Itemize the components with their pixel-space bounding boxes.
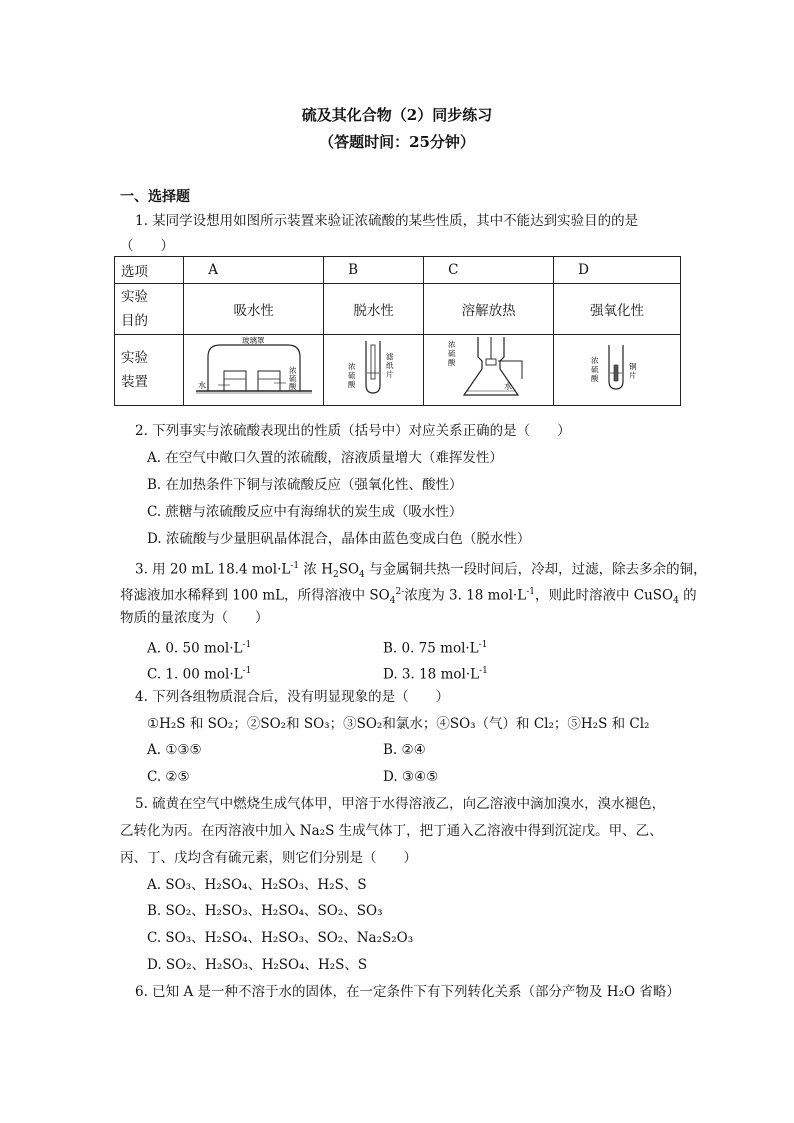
svg-text:硫: 硫 [591,365,599,374]
q3-stem-line1: 3. 用 20 mL 18.4 $mol\cdot L^{-1}$ 浓 $H_2SO_4$ 与金属铜共热一段时间后，冷却，过滤，除去多余的铜， [135,561,707,581]
row-label-purpose: 实验 目的 [115,284,184,335]
table-row [115,335,681,406]
q3-stem-line3: 物质的量浓度为（ ） [120,610,269,626]
svg-text:滤: 滤 [385,352,394,361]
q3-option-d: D. 3. 18 $mol\cdot L^{-1}$ [383,666,488,683]
page-title: 硫及其化合物（2）同步练习 [301,106,493,124]
bell-jar-figure [186,335,322,401]
option-letter-b: B [324,257,424,284]
q5-stem-line2: 乙转化为丙。在丙溶液中加入 Na₂S 生成气体丁，把丁通入乙溶液中得到沉淀戊。甲、乙、 [120,823,663,839]
flask-funnel-figure [426,335,552,401]
test-tube-filter-paper-figure [326,335,422,401]
q1-options-table [114,256,681,406]
q5-stem-line3: 丙、丁、戊均含有硫元素，则它们分别是（ ） [120,850,417,866]
svg-text:水: 水 [503,382,512,391]
q2-option-c: C. 蔗糖与浓硫酸反应中有海绵状的炭生成（吸水性） [147,504,463,520]
svg-text:酸: 酸 [288,382,297,391]
q5-option-d: D. SO₂、H₂SO₃、H₂SO₄、H₂S、S [147,957,368,973]
svg-text:片: 片 [629,371,637,380]
svg-text:酸: 酸 [447,358,456,367]
q6-stem-line1: 6. 已知 A 是一种不溶于水的固体，在一定条件下有下列转化关系（部分产物及 H₂O 省略） [135,984,680,1000]
q4-option-b: B. ②④ [383,742,426,758]
svg-text:铜: 铜 [629,362,637,371]
svg-text:玻璃罩: 玻璃罩 [241,336,265,345]
svg-text:纸: 纸 [385,361,394,370]
svg-text:浓: 浓 [591,356,599,365]
q3-stem-line2: 将滤液加水稀释到 100 mL，所得溶液中 $SO_4^{2-}$浓度为 3. 18 $mol\cdot L^{-1}$，则此时溶液中 CuSO$_4$ 的 [120,587,697,607]
apparatus-a [184,335,324,406]
apparatus-c [424,335,554,406]
svg-text:水: 水 [197,381,206,390]
svg-text:硫: 硫 [288,374,297,383]
page-subtitle: （答题时间：25分钟） [319,133,475,151]
purpose-b: 脱水性 [324,284,424,335]
q5-option-b: B. SO₂、H₂SO₃、H₂SO₄、SO₂、SO₃ [147,903,383,919]
q4-items: ①H₂S 和 SO₂；②SO₂和 SO₃；③SO₂和氯水；④SO₃（气）和 Cl₂；⑤H₂S 和 Cl₂ [147,716,650,732]
q5-option-c: C. SO₃、H₂SO₄、H₂SO₃、SO₂、Na₂S₂O₃ [147,930,414,946]
svg-text:酸: 酸 [347,380,356,389]
q2-option-a: A. 在空气中敞口久置的浓硫酸，溶液质量增大（难挥发性） [147,450,503,466]
q3-option-c: C. 1. 00 $mol\cdot L^{-1}$ [147,666,252,683]
test-tube-copper-figure [557,335,677,401]
section-heading: 一、选择题 [120,189,190,205]
svg-text:浓: 浓 [288,366,297,375]
purpose-a: 吸水性 [184,284,324,335]
row-label-apparatus: 实验 装置 [115,335,184,406]
option-letter-d: D [554,257,681,284]
q3-option-a: A. 0. 50 $mol\cdot L^{-1}$ [147,640,252,657]
q2-option-d: D. 浓硫酸与少量胆矾晶体混合，晶体由蓝色变成白色（脱水性） [147,531,531,547]
svg-text:硫: 硫 [347,371,356,380]
option-letter-a: A [184,257,324,284]
svg-text:浓: 浓 [347,362,356,371]
q4-stem: 4. 下列各组物质混合后，没有明显现象的是（ ） [135,689,450,705]
q1-stem: 1. 某同学设想用如图所示装置来验证浓硫酸的某些性质，其中不能达到实验目的的是 [135,213,639,229]
q5-option-a: A. SO₃、H₂SO₄、H₂SO₃、H₂S、S [147,877,367,893]
svg-text:酸: 酸 [591,374,599,383]
q4-option-c: C. ②⑤ [147,769,190,785]
table-row [115,284,681,335]
table-row [115,257,681,284]
q2-option-b: B. 在加热条件下铜与浓硫酸反应（强氧化性、酸性） [147,477,463,493]
purpose-d: 强氧化性 [554,284,681,335]
q4-option-d: D. ③④⑤ [383,769,439,785]
table-header-option: 选项 [115,257,184,284]
svg-text:浓: 浓 [447,340,456,349]
q5-stem-line1: 5. 硫黄在空气中燃烧生成气体甲，甲溶于水得溶液乙，向乙溶液中滴加溴水，溴水褪色， [135,796,666,812]
q1-answer-blank: （ ） [120,238,174,254]
svg-text:硫: 硫 [447,349,456,358]
apparatus-b [324,335,424,406]
q4-option-a: A. ①③⑤ [147,742,202,758]
q2-stem: 2. 下列事实与浓硫酸表现出的性质（括号中）对应关系正确的是（ ） [135,423,571,439]
purpose-c: 溶解放热 [424,284,554,335]
option-letter-c: C [424,257,554,284]
q3-option-b: B. 0. 75 $mol\cdot L^{-1}$ [383,640,488,657]
svg-text:片: 片 [385,370,394,379]
apparatus-d [554,335,681,406]
